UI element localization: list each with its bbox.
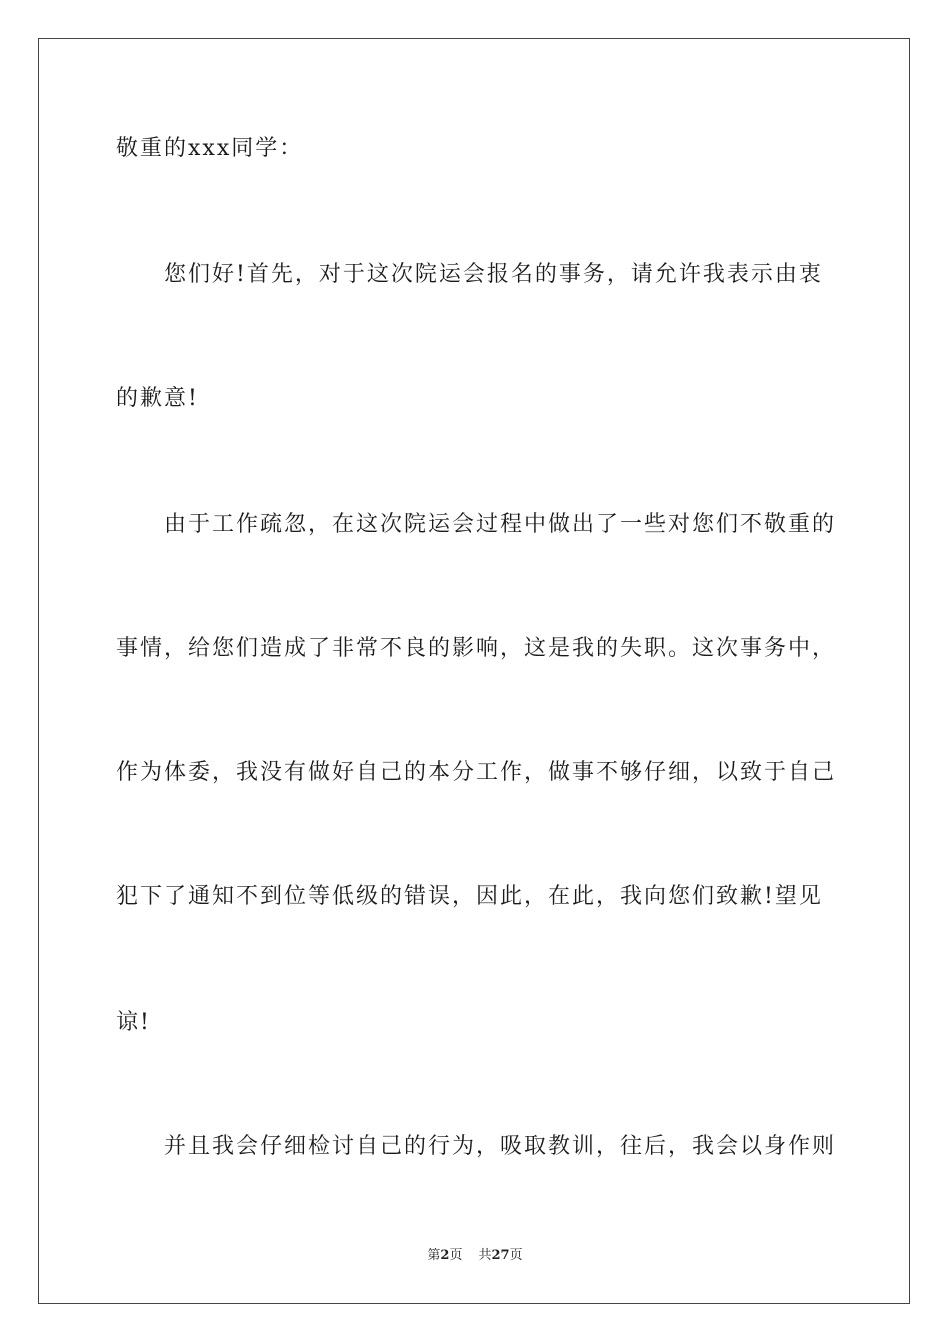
paragraph-line: 您们好!首先，对于这次院运会报名的事务，请允许我表示由衷	[164, 262, 823, 287]
paragraph-line: 的歉意!	[116, 386, 199, 411]
paragraph-line: 谅!	[116, 1010, 151, 1035]
paragraph-line: 并且我会仔细检讨自己的行为，吸取教训，往后，我会以身作则	[164, 1134, 837, 1159]
page-footer	[0, 1247, 950, 1265]
total-pages: 27	[491, 1248, 510, 1263]
paragraph-line: 犯下了通知不到位等低级的错误，因此，在此，我向您们致歉!望见	[116, 884, 823, 909]
page-prefix: 第	[427, 1248, 441, 1263]
page-frame	[38, 38, 910, 1304]
salutation-line: 敬重的xxx同学：	[116, 136, 304, 161]
page-number: 2	[440, 1248, 450, 1263]
page-suffix: 页	[449, 1248, 463, 1263]
total-suffix: 页	[509, 1248, 523, 1263]
total-prefix: 共	[478, 1248, 492, 1263]
paragraph-line: 事情，给您们造成了非常不良的影响，这是我的失职。这次事务中，	[116, 636, 837, 661]
paragraph-line: 作为体委，我没有做好自己的本分工作，做事不够仔细，以致于自己	[116, 760, 837, 785]
paragraph-line: 由于工作疏忽，在这次院运会过程中做出了一些对您们不敬重的	[164, 512, 837, 537]
